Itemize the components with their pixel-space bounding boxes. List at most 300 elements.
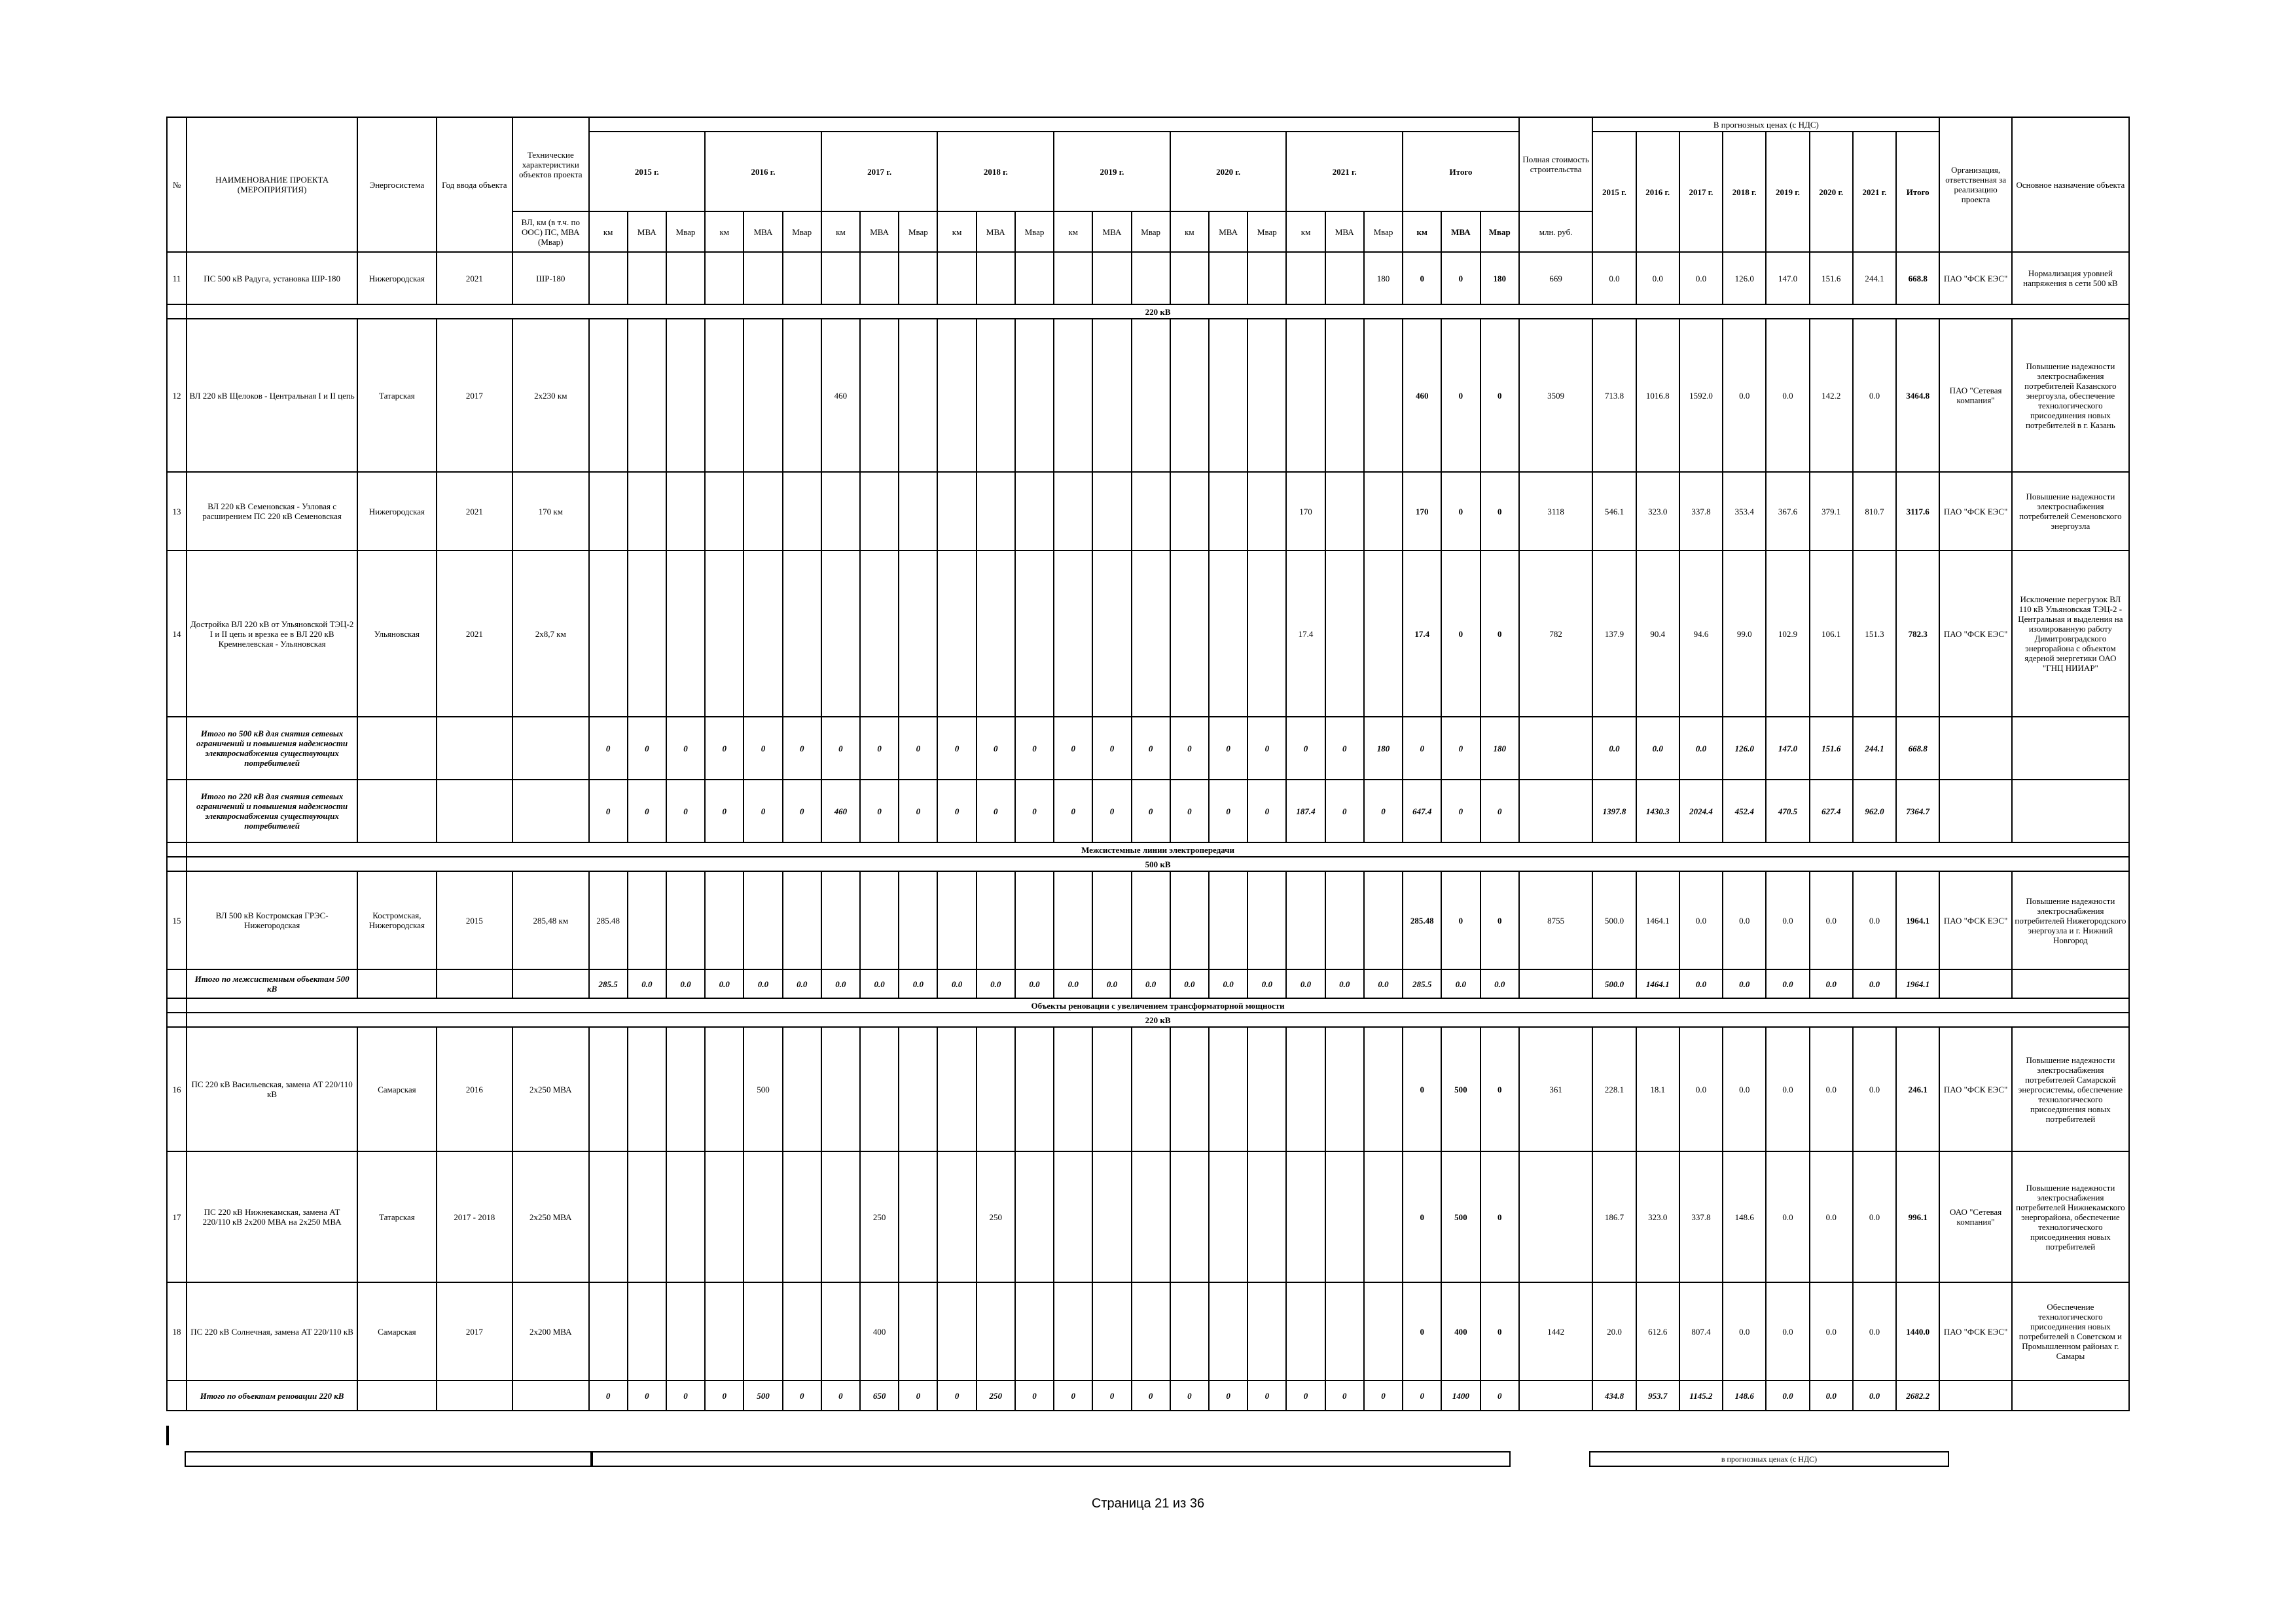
- section-row: [167, 304, 2129, 319]
- energy-system: Костромская, Нижегородская: [357, 871, 436, 969]
- subtotal-volume: 0: [977, 780, 1015, 842]
- volume-cell: [589, 1282, 628, 1380]
- tech-spec: 2х200 МВА: [512, 1282, 588, 1380]
- cost-cell: 142.2: [1810, 319, 1853, 472]
- row-num: 11: [167, 252, 187, 304]
- volume-cell: [937, 319, 976, 472]
- volume-cell: 250: [977, 1151, 1015, 1282]
- cost-cell: 807.4: [1679, 1282, 1723, 1380]
- subtotal-cost: 0.0: [1636, 717, 1679, 780]
- subtotal-volume: 0.0: [1015, 969, 1054, 998]
- volume-cell: [937, 1027, 976, 1151]
- volume-cell: [783, 319, 821, 472]
- energy-system: Нижегородская: [357, 252, 436, 304]
- volume-cell: [744, 550, 782, 717]
- footer-forecast-label: в прогнозных ценах (с НДС): [1589, 1451, 1949, 1467]
- subtotal-cost: 627.4: [1810, 780, 1853, 842]
- subtotal-volume: 0: [783, 717, 821, 780]
- volume-cell: [705, 1282, 744, 1380]
- purpose: [2012, 780, 2129, 842]
- subtotal-cost: 0.0: [1853, 1380, 1896, 1411]
- subtotal-volume: 0: [1092, 780, 1131, 842]
- cost-cell: 337.8: [1679, 472, 1723, 550]
- subtotal-cost: 1964.1: [1896, 969, 1939, 998]
- organization: [1939, 1380, 2011, 1411]
- volume-cell: [1132, 550, 1170, 717]
- volume-cell: [1325, 252, 1364, 304]
- volume-cell: [1092, 1027, 1131, 1151]
- volume-cell: [589, 1151, 628, 1282]
- subtotal-cost: 0.0: [1853, 969, 1896, 998]
- header-cost-year: 2017 г.: [1679, 132, 1723, 252]
- subtotal-volume: 0: [1015, 1380, 1054, 1411]
- cost-cell: 151.6: [1810, 252, 1853, 304]
- organization: ПАО "Сетевая компания": [1939, 319, 2011, 472]
- header-year: 2017 г.: [821, 132, 938, 211]
- subtotal-volume-total: 0.0: [1480, 969, 1519, 998]
- header-cost-year: Итого: [1896, 132, 1939, 252]
- cost-cell: 996.1: [1896, 1151, 1939, 1282]
- subtotal-volume: 0.0: [1247, 969, 1286, 998]
- cost-cell: 102.9: [1766, 550, 1809, 717]
- cost-cell: 90.4: [1636, 550, 1679, 717]
- subtotal-volume: 0.0: [783, 969, 821, 998]
- volume-total: 0: [1480, 1282, 1519, 1380]
- cost-cell: 0.0: [1723, 319, 1766, 472]
- volume-cell: [1170, 252, 1209, 304]
- volume-cell: [628, 472, 666, 550]
- subtotal-volume: 0.0: [1092, 969, 1131, 998]
- subtotal-volume: 0: [1092, 717, 1131, 780]
- header-unit: Мвар: [666, 211, 705, 252]
- volume-cell: [1170, 472, 1209, 550]
- header-unit: Мвар: [1364, 211, 1403, 252]
- subtotal-volume: 460: [821, 780, 860, 842]
- table-cell: [167, 842, 187, 857]
- cost-cell: 126.0: [1723, 252, 1766, 304]
- subtotal-volume-total: 647.4: [1403, 780, 1441, 842]
- volume-cell: [628, 1151, 666, 1282]
- project-name: Достройка ВЛ 220 кВ от Ульяновской ТЭЦ-2 I и II цепь и врезка ее в ВЛ 220 кВ Кремнелевская - Ульяновская: [187, 550, 357, 717]
- header-tech-specs: Технические характеристики объектов проекта: [512, 117, 588, 211]
- subtotal-volume: 0: [1132, 717, 1170, 780]
- cost-cell: 0.0: [1810, 1027, 1853, 1151]
- volume-cell: [705, 1027, 744, 1151]
- purpose: [2012, 969, 2129, 998]
- table-cell: [357, 717, 436, 780]
- subtotal-volume-total: 0: [1480, 780, 1519, 842]
- tech-spec: 285,48 км: [512, 871, 588, 969]
- purpose: [2012, 717, 2129, 780]
- header-unit: км: [937, 211, 976, 252]
- volume-cell: [977, 319, 1015, 472]
- volume-total: 180: [1480, 252, 1519, 304]
- volume-cell: [1325, 871, 1364, 969]
- subtotal-cost: 1397.8: [1592, 780, 1636, 842]
- page-number: Страница 21 из 36: [1091, 1496, 1205, 1511]
- header-row: [167, 117, 2129, 132]
- volume-cell: [1364, 319, 1403, 472]
- subtotal-volume: 0: [1132, 1380, 1170, 1411]
- cost-cell: 668.8: [1896, 252, 1939, 304]
- volume-cell: [1325, 319, 1364, 472]
- header-purpose: Основное назначение объекта: [2012, 117, 2129, 252]
- volume-cell: [860, 319, 899, 472]
- volume-cell: [1286, 252, 1325, 304]
- volume-cell: [1170, 1027, 1209, 1151]
- header-volume-blank: [589, 117, 1519, 132]
- volume-cell: [821, 550, 860, 717]
- volume-total: 0: [1403, 1282, 1441, 1380]
- header-year: 2016 г.: [705, 132, 821, 211]
- volume-cell: [589, 472, 628, 550]
- subtotal-volume: 187.4: [1286, 780, 1325, 842]
- volume-cell: [899, 550, 937, 717]
- table-cell: [512, 717, 588, 780]
- volume-cell: [1247, 1027, 1286, 1151]
- project-name: ПС 220 кВ Нижнекамская, замена АТ 220/110 кВ 2х200 МВА на 2х250 МВА: [187, 1151, 357, 1282]
- purpose: Повышение надежности электроснабжения потребителей Нижегородского энергоузла и г. Нижний Новгород: [2012, 871, 2129, 969]
- volume-cell: [937, 550, 976, 717]
- table-cell: [167, 998, 187, 1013]
- volume-cell: [1054, 871, 1092, 969]
- cost-cell: 337.8: [1679, 1151, 1723, 1282]
- volume-cell: [783, 871, 821, 969]
- volume-cell: [899, 1151, 937, 1282]
- subtotal-volume-total: 0.0: [1441, 969, 1480, 998]
- subtotal-volume: 0: [1132, 780, 1170, 842]
- volume-cell: [666, 1282, 705, 1380]
- volume-cell: [1132, 1027, 1170, 1151]
- volume-cell: [821, 1151, 860, 1282]
- volume-cell: 170: [1286, 472, 1325, 550]
- volume-cell: [628, 550, 666, 717]
- subtotal-volume-total: 1400: [1441, 1380, 1480, 1411]
- volume-cell: [1247, 1282, 1286, 1380]
- project-row: [167, 1151, 2129, 1282]
- subtotal-volume: 0: [899, 717, 937, 780]
- table-cell: [167, 304, 187, 319]
- purpose: [2012, 1380, 2129, 1411]
- volume-cell: [628, 1282, 666, 1380]
- subtotal-cost: 434.8: [1592, 1380, 1636, 1411]
- cost-cell: 0.0: [1723, 871, 1766, 969]
- subtotal-volume: 0.0: [1325, 969, 1364, 998]
- subtotal-volume: 0: [666, 1380, 705, 1411]
- volume-cell: [1209, 550, 1247, 717]
- subtotal-volume: 0: [1054, 717, 1092, 780]
- volume-total: 0: [1480, 1027, 1519, 1151]
- volume-cell: [1325, 550, 1364, 717]
- row-num: 12: [167, 319, 187, 472]
- volume-total: 0: [1480, 550, 1519, 717]
- subtotal-volume: 0: [1054, 1380, 1092, 1411]
- cost-cell: 148.6: [1723, 1151, 1766, 1282]
- subtotal-volume: 0: [1325, 780, 1364, 842]
- subtotal-cost: 470.5: [1766, 780, 1809, 842]
- project-name: ВЛ 220 кВ Семеновская - Узловая с расширением ПС 220 кВ Семеновская: [187, 472, 357, 550]
- volume-cell: [1054, 319, 1092, 472]
- section-title: 220 кВ: [187, 1013, 2129, 1027]
- volume-total: 0: [1403, 1151, 1441, 1282]
- project-row: [167, 319, 2129, 472]
- organization: ОАО "Сетевая компания": [1939, 1151, 2011, 1282]
- volume-cell: [666, 1027, 705, 1151]
- subtotal-volume: 0: [1364, 1380, 1403, 1411]
- cost-cell: 151.3: [1853, 550, 1896, 717]
- volume-cell: [1364, 472, 1403, 550]
- subtotal-row: [167, 717, 2129, 780]
- full-cost: 8755: [1519, 871, 1592, 969]
- volume-cell: [1209, 1151, 1247, 1282]
- volume-cell: [977, 1027, 1015, 1151]
- subtotal-cost: 148.6: [1723, 1380, 1766, 1411]
- subtotal-volume: 250: [977, 1380, 1015, 1411]
- energy-system: Самарская: [357, 1282, 436, 1380]
- energy-system: Татарская: [357, 1151, 436, 1282]
- volume-cell: [589, 319, 628, 472]
- volume-cell: [1247, 319, 1286, 472]
- project-row: [167, 1027, 2129, 1151]
- volume-cell: [783, 1282, 821, 1380]
- tech-spec: 2х8,7 км: [512, 550, 588, 717]
- volume-cell: [705, 550, 744, 717]
- section-row: [167, 1013, 2129, 1027]
- volume-cell: [821, 1027, 860, 1151]
- subtotal-volume: 0: [860, 717, 899, 780]
- subtotal-volume: 0: [899, 780, 937, 842]
- row-num: 17: [167, 1151, 187, 1282]
- subtotal-cost: 0.0: [1592, 717, 1636, 780]
- subtotal-name: Итого по объектам реновации 220 кВ: [187, 1380, 357, 1411]
- header-full-cost: Полная стоимость строительства: [1519, 117, 1592, 211]
- subtotal-name: Итого по межсистемным объектам 500 кВ: [187, 969, 357, 998]
- volume-cell: [977, 1282, 1015, 1380]
- cost-cell: 500.0: [1592, 871, 1636, 969]
- subtotal-cost: 452.4: [1723, 780, 1766, 842]
- cost-cell: 0.0: [1723, 1027, 1766, 1151]
- volume-cell: [1209, 252, 1247, 304]
- cost-cell: 0.0: [1810, 1151, 1853, 1282]
- subtotal-volume: 500: [744, 1380, 782, 1411]
- commission-year: 2021: [437, 550, 512, 717]
- organization: [1939, 969, 2011, 998]
- header-unit: км: [1170, 211, 1209, 252]
- volume-cell: [1092, 472, 1131, 550]
- header-year: 2020 г.: [1170, 132, 1287, 211]
- volume-cell: [1247, 1151, 1286, 1282]
- header-unit: км: [1286, 211, 1325, 252]
- subtotal-volume: 0.0: [705, 969, 744, 998]
- volume-total: 0: [1403, 252, 1441, 304]
- subtotal-volume: 0: [821, 717, 860, 780]
- table-cell: [357, 780, 436, 842]
- cost-cell: 106.1: [1810, 550, 1853, 717]
- header-forecast-title: В прогнозных ценах (с НДС): [1592, 117, 1939, 132]
- commission-year: 2015: [437, 871, 512, 969]
- volume-cell: [1132, 1151, 1170, 1282]
- volume-cell: [589, 1027, 628, 1151]
- volume-cell: [628, 252, 666, 304]
- subtotal-volume-total: 0: [1480, 1380, 1519, 1411]
- cost-cell: 713.8: [1592, 319, 1636, 472]
- tech-spec: 2х250 МВА: [512, 1027, 588, 1151]
- full-cost: 361: [1519, 1027, 1592, 1151]
- purpose: Повышение надежности электроснабжения потребителей Семеновского энергоузла: [2012, 472, 2129, 550]
- volume-cell: [1054, 1151, 1092, 1282]
- volume-cell: 17.4: [1286, 550, 1325, 717]
- volume-cell: [1015, 1027, 1054, 1151]
- volume-cell: [1209, 319, 1247, 472]
- investment-program-table-page: [166, 117, 2130, 1426]
- volume-cell: [666, 1151, 705, 1282]
- volume-cell: [1132, 252, 1170, 304]
- cost-cell: 379.1: [1810, 472, 1853, 550]
- table-cell: [167, 857, 187, 871]
- project-name: ВЛ 220 кВ Щелоков - Центральная I и II цепь: [187, 319, 357, 472]
- volume-cell: [1015, 1282, 1054, 1380]
- header-cost-year: 2020 г.: [1810, 132, 1853, 252]
- header-unit: Мвар: [1015, 211, 1054, 252]
- subtotal-cost: 1145.2: [1679, 1380, 1723, 1411]
- subtotal-volume-total: 285.5: [1403, 969, 1441, 998]
- row-num: 13: [167, 472, 187, 550]
- volume-total: 460: [1403, 319, 1441, 472]
- cost-cell: 228.1: [1592, 1027, 1636, 1151]
- table-cell: [437, 717, 512, 780]
- volume-cell: [1286, 1151, 1325, 1282]
- project-name: ВЛ 500 кВ Костромская ГРЭС-Нижегородская: [187, 871, 357, 969]
- cost-cell: 99.0: [1723, 550, 1766, 717]
- energy-system: Ульяновская: [357, 550, 436, 717]
- row-num: 16: [167, 1027, 187, 1151]
- volume-cell: [589, 252, 628, 304]
- header-year: Итого: [1403, 132, 1519, 211]
- volume-cell: 180: [1364, 252, 1403, 304]
- subtotal-volume: 0: [1054, 780, 1092, 842]
- volume-cell: 500: [744, 1027, 782, 1151]
- volume-cell: [628, 319, 666, 472]
- cost-cell: 3464.8: [1896, 319, 1939, 472]
- volume-cell: [937, 871, 976, 969]
- subtotal-volume: 0: [1209, 717, 1247, 780]
- cost-cell: 0.0: [1766, 319, 1809, 472]
- volume-cell: 400: [860, 1282, 899, 1380]
- volume-cell: [1325, 1282, 1364, 1380]
- volume-cell: [666, 550, 705, 717]
- cost-cell: 0.0: [1679, 871, 1723, 969]
- header-unit: км: [1403, 211, 1441, 252]
- volume-cell: [899, 1282, 937, 1380]
- volume-cell: [1209, 871, 1247, 969]
- section-row: [167, 857, 2129, 871]
- cost-cell: 0.0: [1679, 1027, 1723, 1151]
- volume-cell: [1286, 1282, 1325, 1380]
- volume-cell: [860, 550, 899, 717]
- volume-total: 0: [1480, 472, 1519, 550]
- full-cost: [1519, 1380, 1592, 1411]
- header-unit: МВА: [1325, 211, 1364, 252]
- commission-year: 2021: [437, 252, 512, 304]
- subtotal-volume: 0: [1247, 1380, 1286, 1411]
- subtotal-volume: 0: [1209, 1380, 1247, 1411]
- volume-cell: [1015, 252, 1054, 304]
- volume-cell: [1132, 319, 1170, 472]
- project-name: ПС 500 кВ Радуга, установка ШР-180: [187, 252, 357, 304]
- tech-spec: 2х230 км: [512, 319, 588, 472]
- volume-cell: [705, 319, 744, 472]
- full-cost: [1519, 969, 1592, 998]
- subtotal-volume: 0: [628, 1380, 666, 1411]
- subtotal-volume: 285.5: [589, 969, 628, 998]
- volume-cell: [1209, 472, 1247, 550]
- volume-cell: [937, 472, 976, 550]
- subtotal-cost: 1430.3: [1636, 780, 1679, 842]
- volume-cell: [783, 472, 821, 550]
- project-row: [167, 472, 2129, 550]
- header-num: №: [167, 117, 187, 252]
- cost-cell: 0.0: [1810, 1282, 1853, 1380]
- header-full-cost-unit: млн. руб.: [1519, 211, 1592, 252]
- cost-cell: 0.0: [1592, 252, 1636, 304]
- energy-system: Самарская: [357, 1027, 436, 1151]
- volume-cell: [1015, 472, 1054, 550]
- volume-cell: [705, 252, 744, 304]
- cost-cell: 244.1: [1853, 252, 1896, 304]
- purpose: Нормализация уровней напряжения в сети 500 кВ: [2012, 252, 2129, 304]
- full-cost: 782: [1519, 550, 1592, 717]
- header-cost-year: 2015 г.: [1592, 132, 1636, 252]
- cost-cell: 186.7: [1592, 1151, 1636, 1282]
- volume-cell: [821, 871, 860, 969]
- subtotal-volume: 0.0: [937, 969, 976, 998]
- cost-cell: 0.0: [1853, 1151, 1896, 1282]
- volume-total: 17.4: [1403, 550, 1441, 717]
- cost-cell: 367.6: [1766, 472, 1809, 550]
- volume-cell: [899, 252, 937, 304]
- volume-cell: 250: [860, 1151, 899, 1282]
- volume-cell: [821, 252, 860, 304]
- cost-cell: 94.6: [1679, 550, 1723, 717]
- project-row: [167, 252, 2129, 304]
- header-tech-sub: ВЛ, км (в т.ч. по ООС) ПС, МВА (Мвар): [512, 211, 588, 252]
- volume-cell: [744, 252, 782, 304]
- subtotal-volume: 0.0: [899, 969, 937, 998]
- subtotal-volume: 0: [1209, 780, 1247, 842]
- volume-cell: [783, 1151, 821, 1282]
- subtotal-name: Итого по 500 кВ для снятия сетевых ограничений и повышения надежности электроснабжения существующих потребителей: [187, 717, 357, 780]
- volume-cell: [1015, 1151, 1054, 1282]
- volume-cell: [821, 472, 860, 550]
- row-num: 18: [167, 1282, 187, 1380]
- cost-cell: 0.0: [1853, 871, 1896, 969]
- subtotal-volume: 0: [1325, 1380, 1364, 1411]
- commission-year: 2016: [437, 1027, 512, 1151]
- purpose: Повышение надежности электроснабжения потребителей Нижнекамского энергорайона, обеспечение технологического присоединения новых потребителей: [2012, 1151, 2129, 1282]
- commission-year: 2017: [437, 319, 512, 472]
- table-cell: [437, 1380, 512, 1411]
- subtotal-volume: 0: [937, 1380, 976, 1411]
- volume-cell: [1054, 550, 1092, 717]
- volume-cell: [1247, 550, 1286, 717]
- purpose: Повышение надежности электроснабжения потребителей Самарской энергосистемы, обеспечение технологического присоединения новых потребителей: [2012, 1027, 2129, 1151]
- subtotal-volume-total: 0: [1403, 717, 1441, 780]
- volume-cell: [1170, 1282, 1209, 1380]
- cost-cell: 546.1: [1592, 472, 1636, 550]
- subtotal-row: [167, 969, 2129, 998]
- volume-cell: [1364, 550, 1403, 717]
- volume-cell: [1015, 319, 1054, 472]
